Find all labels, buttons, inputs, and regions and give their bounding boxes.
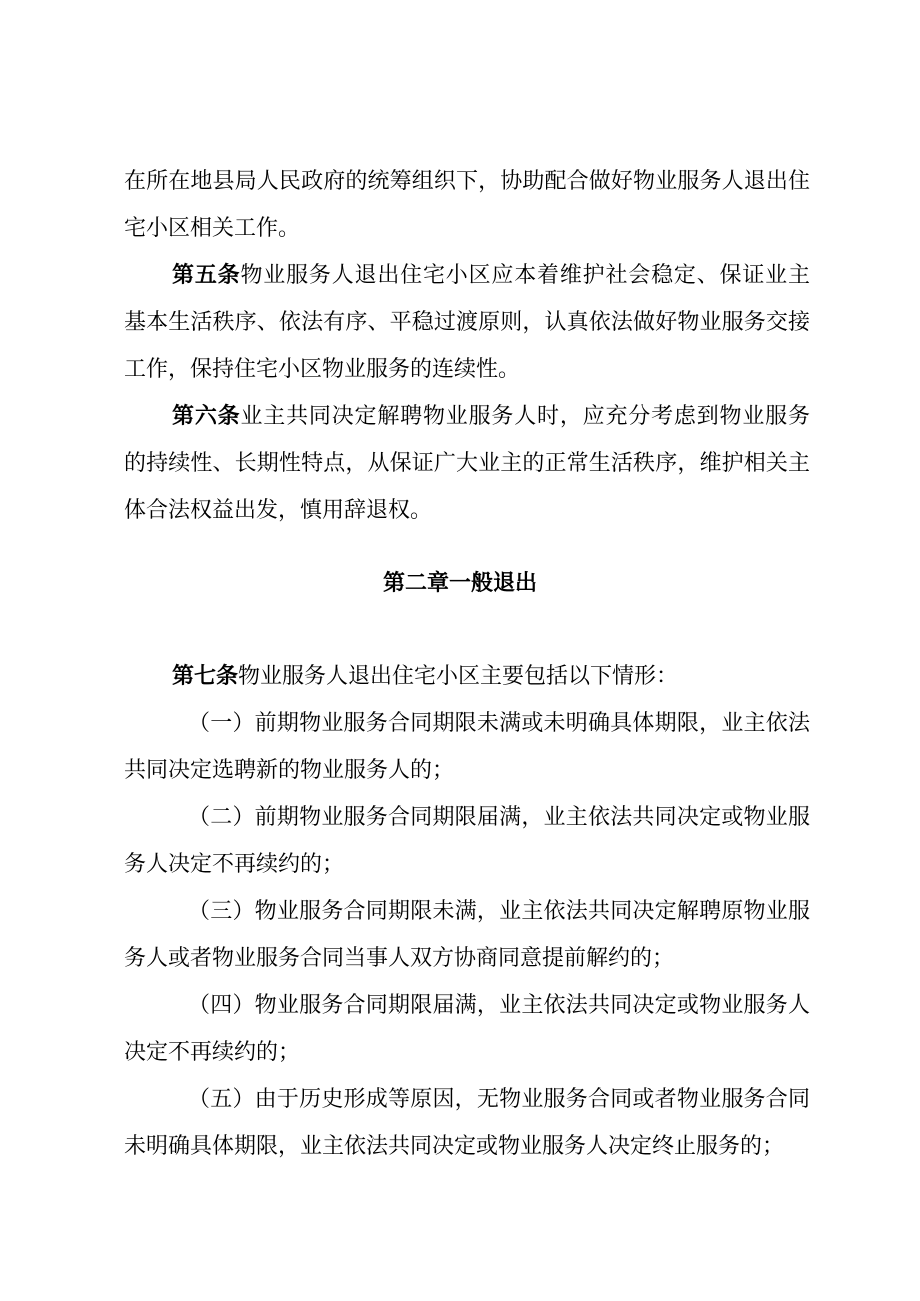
article-6-label: 第六条 bbox=[172, 403, 241, 429]
list-item-5: （五）由于历史形成等原因，无物业服务合同或者物业服务合同未明确具体期限，业主依法共同决定或物业服务人决定终止服务的； bbox=[124, 1087, 810, 1159]
article-5-text: 物业服务人退出住宅小区应本着维护社会稳定、保证业主基本生活秩序、依法有序、平稳过渡原则，认真依法做好物业服务交接工作，保持住宅小区物业服务的连续性。 bbox=[124, 263, 810, 382]
list-item-4: （四）物业服务合同期限届满，业主依法共同决定或物业服务人决定不再续约的； bbox=[124, 993, 810, 1065]
article-6 bbox=[124, 393, 810, 534]
list-item-2: （二）前期物业服务合同期限届满，业主依法共同决定或物业服务人决定不再续约的； bbox=[124, 805, 810, 877]
chapter-2-title: 第二章一般退出 bbox=[382, 570, 537, 596]
article-5 bbox=[124, 252, 810, 393]
article-7 bbox=[124, 653, 810, 700]
article-6-text: 业主共同决定解聘物业服务人时，应充分考虑到物业服务的持续性、长期性特点，从保证广大业主的正常生活秩序，维护相关主体合法权益出发，慎用辞退权。 bbox=[124, 404, 810, 523]
article-7-label: 第七条 bbox=[172, 663, 239, 689]
list-item-1: （一）前期物业服务合同期限未满或未明确具体期限，业主依法共同决定选聘新的物业服务人的； bbox=[124, 711, 810, 783]
list-item-3: （三）物业服务合同期限未满，业主依法共同决定解聘原物业服务人或者物业服务合同当事人双方协商同意提前解约的； bbox=[124, 899, 810, 971]
paragraph-intro-text: 在所在地县局人民政府的统筹组织下，协助配合做好物业服务人退出住宅小区相关工作。 bbox=[124, 169, 810, 241]
paragraph-intro bbox=[124, 158, 810, 252]
article-5-label: 第五条 bbox=[172, 262, 241, 288]
article-7-text: 物业服务人退出住宅小区主要包括以下情形： bbox=[238, 664, 679, 689]
